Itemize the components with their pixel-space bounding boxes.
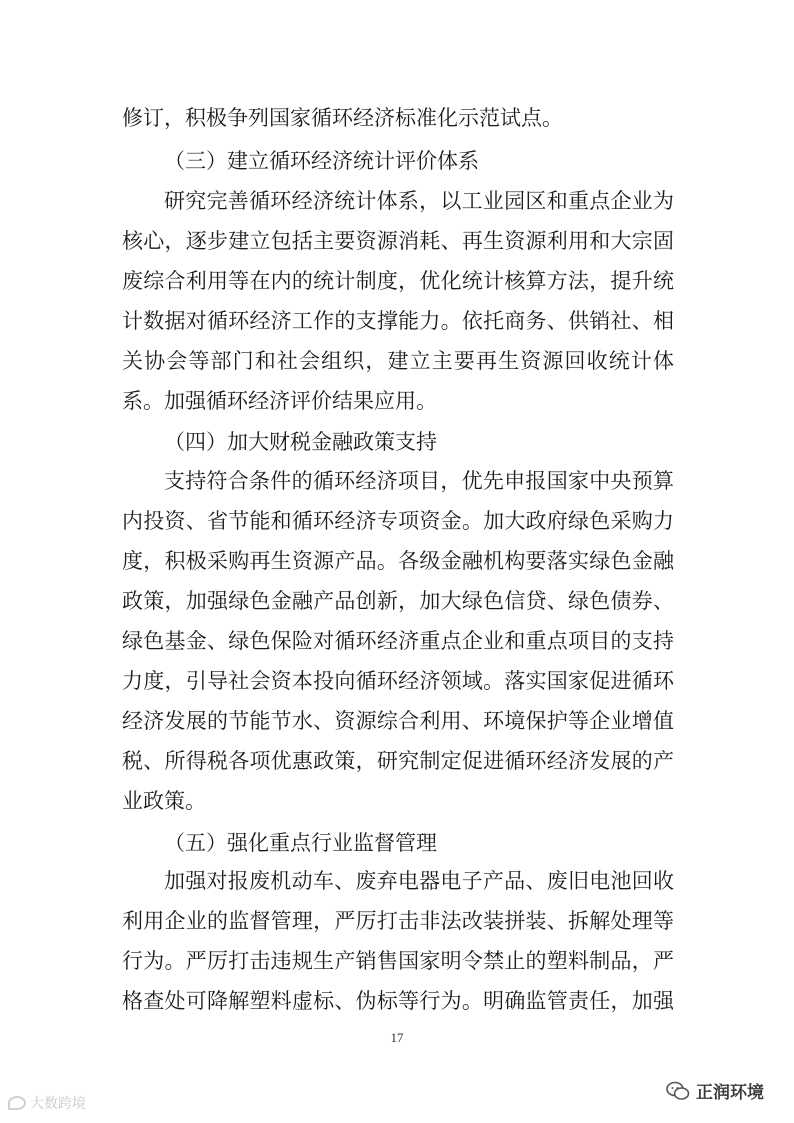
watermark-left-text: 大数跨境 xyxy=(30,1096,86,1112)
paragraph-supervision: 加强对报废机动车、废弃电器电子产品、废旧电池回收利用企业的监督管理，严厉打击非法改装拼装、拆解处理等行为。严厉打击违规生产销售国家明令禁止的塑料制品，严格查处可降解塑料虚标、伪标等行为。明确监管责任，加强 xyxy=(122,869,674,1013)
section-heading-5: （五）强化重点行业监督管理 xyxy=(164,831,437,855)
section-heading-3: （三）建立循环经济统计评价体系 xyxy=(164,149,479,173)
wechat-icon xyxy=(666,1081,690,1101)
watermark-right-text: 正润环境 xyxy=(696,1083,764,1103)
section-heading-4: （四）加大财税金融政策支持 xyxy=(164,430,437,454)
page-number: 17 xyxy=(390,1030,404,1045)
watermark-logo-icon xyxy=(8,1096,26,1110)
paragraph-statistics: 研究完善循环经济统计体系，以工业园区和重点企业为核心，逐步建立包括主要资源消耗、再生资源利用和大宗固废综合利用等在内的统计制度，优化统计核算方法，提升统计数据对循环经济工作的支撑能力。依托商务、供销社、相关协会等部门和社会组织，建立主要再生资源回收统计体系。加强循环经济评价结果应用。 xyxy=(122,189,674,413)
paragraph-finance: 支持符合条件的循环经济项目，优先申报国家中央预算内投资、省节能和循环经济专项资金。加大政府绿色采购力度，积极采购再生资源产品。各级金融机构要落实绿色金融政策，加强绿色金融产品创新，加大绿色信贷、绿色债券、绿色基金、绿色保险对循环经济重点企业和重点项目的支持力度，引导社会资本投向循环经济领域。落实国家促进循环经济发展的节能节水、资源综合利用、环境保护等企业增值税、所得税各项优惠政策，研究制定促进循环经济发展的产业政策。 xyxy=(122,469,674,813)
watermark-left xyxy=(8,1093,86,1113)
watermark-right xyxy=(666,1078,764,1103)
paragraph-continuation: 修订，积极争列国家循环经济标准化示范试点。 xyxy=(122,106,563,130)
